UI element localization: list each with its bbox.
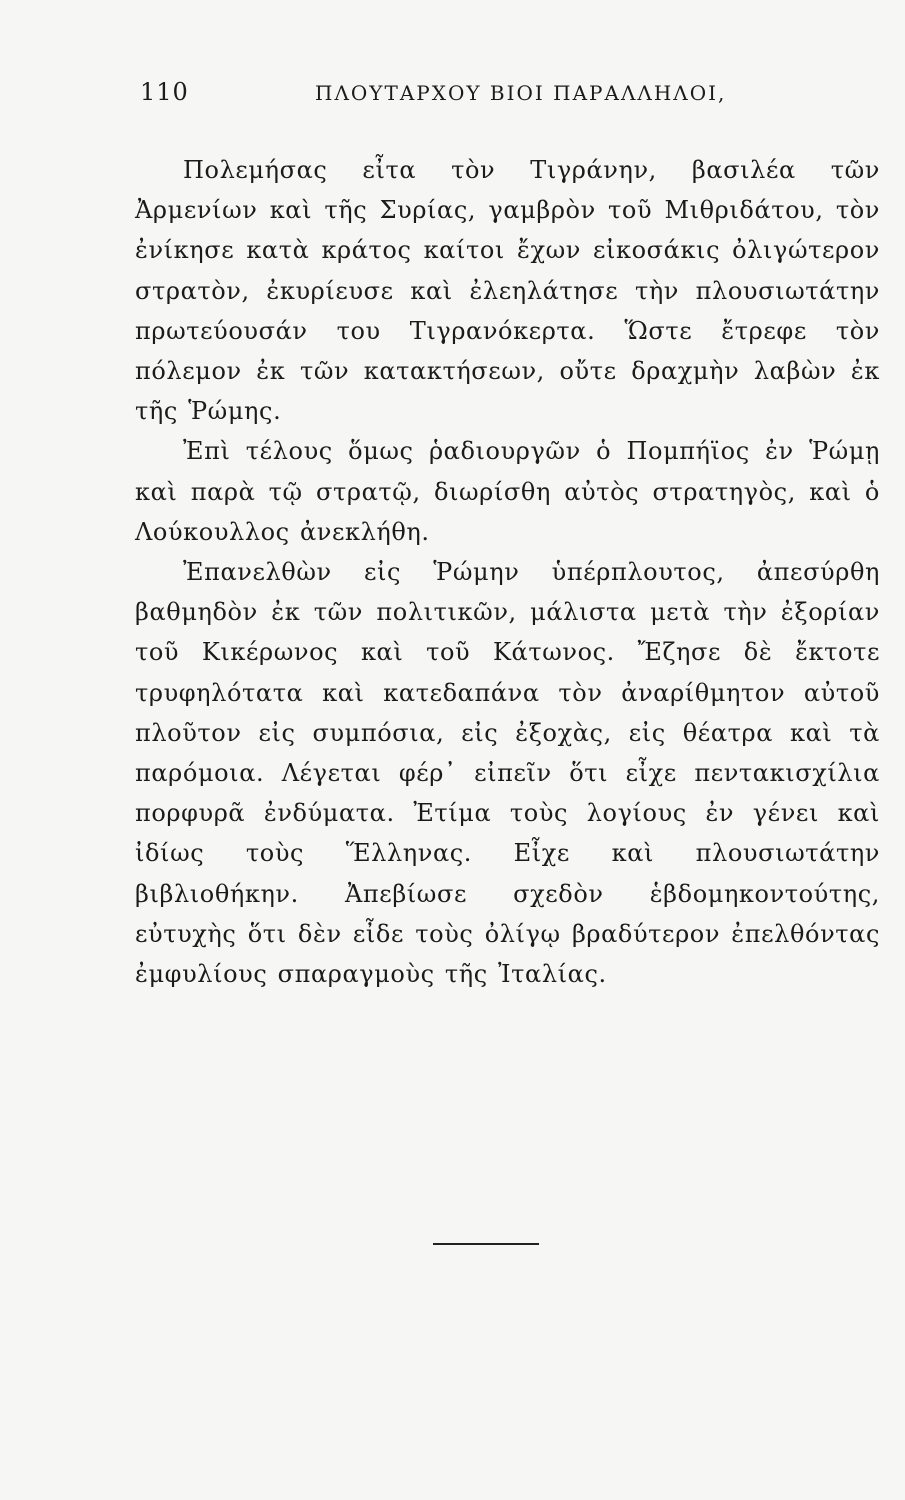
paragraph-3: Ἐπανελθὼν εἰς Ῥώμην ὑπέρπλουτος, ἀπεσύρθη βαθμηδὸν ἐκ τῶν πολιτικῶν, μάλιστα μετὰ τὴν ἐξορίαν τοῦ Κικέρωνος καὶ τοῦ Κάτωνος. Ἔζησε δὲ ἔκτοτε τρυφηλότατα καὶ κατεδαπάνα τὸν ἀναρίθμητον αὐτοῦ πλοῦτον εἰς συμπόσια, εἰς ἐξοχὰς, εἰς θέατρα καὶ τὰ παρόμοια. Λέγεται φέρ᾽ εἰπεῖν ὅτι εἶχε πεντακισχίλια πορφυρᾶ ἐνδύματα. Ἐτίμα τοὺς λογίους ἐν γένει καὶ ἰδίως τοὺς Ἕλληνας. Εἶχε καὶ πλουσιωτάτην βιβλιοθήκην. Ἀπεβίωσε σχεδὸν ἑβδομηκοντούτης, εὐτυχὴς ὅτι δὲν εἶδε τοὺς ὀλίγῳ βραδύτερον ἐπελθόντας ἐμφυλίους σπαραγμοὺς τῆς Ἰταλίας. (135, 558, 880, 989)
running-title: ΠΛΟΥΤΑΡΧΟΥ ΒΙΟΙ ΠΑΡΑΛΛΗΛΟΙ, (315, 81, 727, 105)
paragraph-2: Ἐπὶ τέλους ὅμως ῥαδιουργῶν ὁ Πομπήϊος ἐν Ῥώμῃ καὶ παρὰ τῷ στρατῷ, διωρίσθη αὐτὸς στρατηγὸς, καὶ ὁ Λούκουλλος ἀνεκλήθη. (135, 437, 880, 546)
body-text (135, 150, 880, 994)
paragraph-1: Πολεμήσας εἶτα τὸν Τιγράνην, βασιλέα τῶν Ἀρμενίων καὶ τῆς Συρίας, γαμβρὸν τοῦ Μιθριδάτου, τὸν ἐνίκησε κατὰ κράτος καίτοι ἔχων εἰκοσάκις ὀλιγώτερον στρατὸν, ἐκυρίευσε καὶ ἐλεηλάτησε τὴν πλουσιωτάτην πρωτεύουσάν του Τιγρανόκερτα. Ὥστε ἔτρεφε τὸν πόλεμον ἐκ τῶν κατακτήσεων, οὔτε δραχμὴν λαβὼν ἐκ τῆς Ῥώμης. (135, 156, 880, 426)
page-number: 110 (140, 78, 189, 106)
section-end-rule (433, 1243, 539, 1245)
running-head (140, 78, 840, 118)
